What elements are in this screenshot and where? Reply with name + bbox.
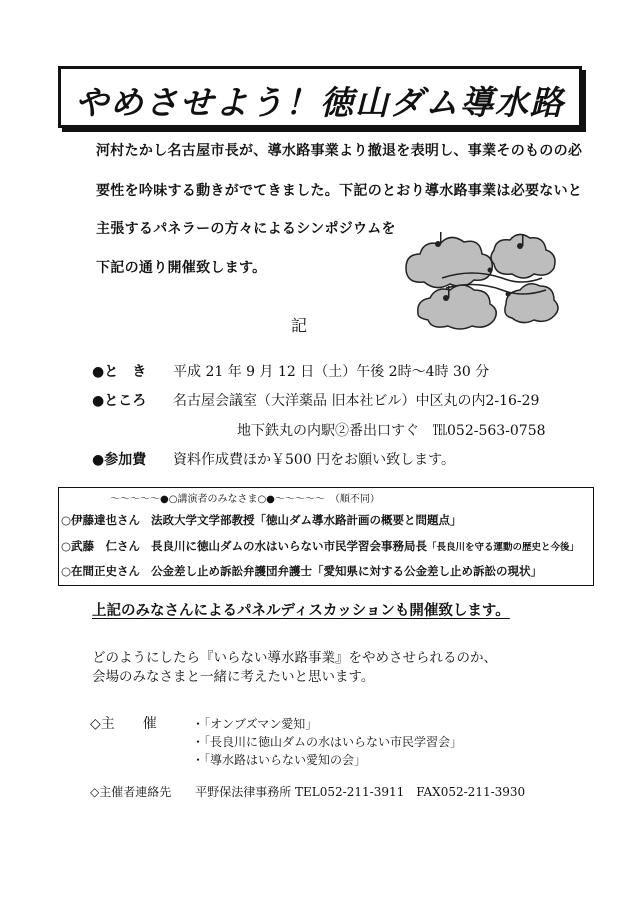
cloud-river-music-illustration bbox=[402, 218, 562, 336]
speaker-row bbox=[61, 538, 579, 554]
title-banner bbox=[58, 66, 582, 128]
speaker-role: 公金差し止め訴訟弁護団弁護士「愛知県に対する公金差し止め訴訟の現状」 bbox=[151, 564, 542, 578]
organizers-label: ◇主 催 bbox=[90, 716, 157, 732]
question-line-1: どのようにしたら『いらない導水路事業』をやめさせられるのか、 bbox=[92, 650, 497, 666]
contact-info: ◇主催者連絡先 平野保法律事務所 TEL052-211-3911 FAX052-211-3930 bbox=[90, 785, 526, 799]
question-line-2: 会場のみなさまと一緒に考えたいと思います。 bbox=[92, 669, 375, 685]
when-label: ●と き bbox=[92, 364, 147, 380]
intro-line-4: 下記の通り開催致します。 bbox=[96, 260, 267, 276]
speaker-row bbox=[61, 512, 462, 528]
panel-discussion-note: 上記のみなさんによるパネルディスカッションも開催致します。 bbox=[92, 603, 510, 619]
speaker-row bbox=[61, 563, 542, 579]
intro-line-1: 河村たかし名古屋市長が、導水路事業より撤退を表明し、事業そのものの必 bbox=[96, 143, 583, 159]
organizer-item: ・「導水路はいらない愛知の会」 bbox=[192, 753, 367, 767]
ki-marker: 記 bbox=[291, 316, 308, 335]
fee-row bbox=[92, 449, 146, 469]
where-label: ●ところ bbox=[92, 393, 147, 409]
speaker-name: ○在間正史さん bbox=[61, 564, 141, 578]
where-row bbox=[92, 390, 146, 410]
when-row bbox=[92, 361, 146, 381]
organizer-item: ・「オンブズマン愛知」 bbox=[192, 717, 318, 731]
speaker-topic: 「長良川を守る運動の歴史と今後」 bbox=[427, 542, 580, 553]
speaker-role: 長良川に徳山ダムの水はいらない市民学習会事務局長 bbox=[151, 539, 427, 553]
speakers-heading: 〜〜〜〜〜●○講演者のみなさま○●〜〜〜〜〜 （順不同） bbox=[110, 494, 380, 505]
where-value: 名古屋会議室（大洋薬品 旧本社ビル）中区丸の内2-16-29 bbox=[173, 393, 540, 409]
page-title: やめさせよう！徳山ダム導水路 bbox=[75, 83, 565, 122]
access-value: 地下鉄丸の内駅②番出口すぐ ℡052-563-0758 bbox=[237, 423, 546, 439]
fee-label: ●参加費 bbox=[92, 452, 147, 468]
organizer-item: ・「長良川に徳山ダムの水はいらない市民学習会」 bbox=[192, 735, 463, 749]
speaker-role: 法政大学文学部教授「徳山ダム導水路計画の概要と問題点」 bbox=[151, 513, 462, 527]
intro-line-3: 主張するパネラーの方々によるシンポジウムを bbox=[96, 221, 396, 237]
intro-line-2: 要性を吟味する動きがでてきました。下記のとおり導水路事業は必要ないと bbox=[96, 183, 583, 199]
fee-value: 資料作成費ほか￥500 円をお願い致します。 bbox=[173, 452, 456, 468]
speaker-name: ○伊藤達也さん bbox=[61, 513, 141, 527]
speaker-name: ○武藤 仁さん bbox=[61, 539, 141, 553]
when-value: 平成 21 年 9 月 12 日（土）午後 2時〜4時 30 分 bbox=[173, 364, 490, 380]
